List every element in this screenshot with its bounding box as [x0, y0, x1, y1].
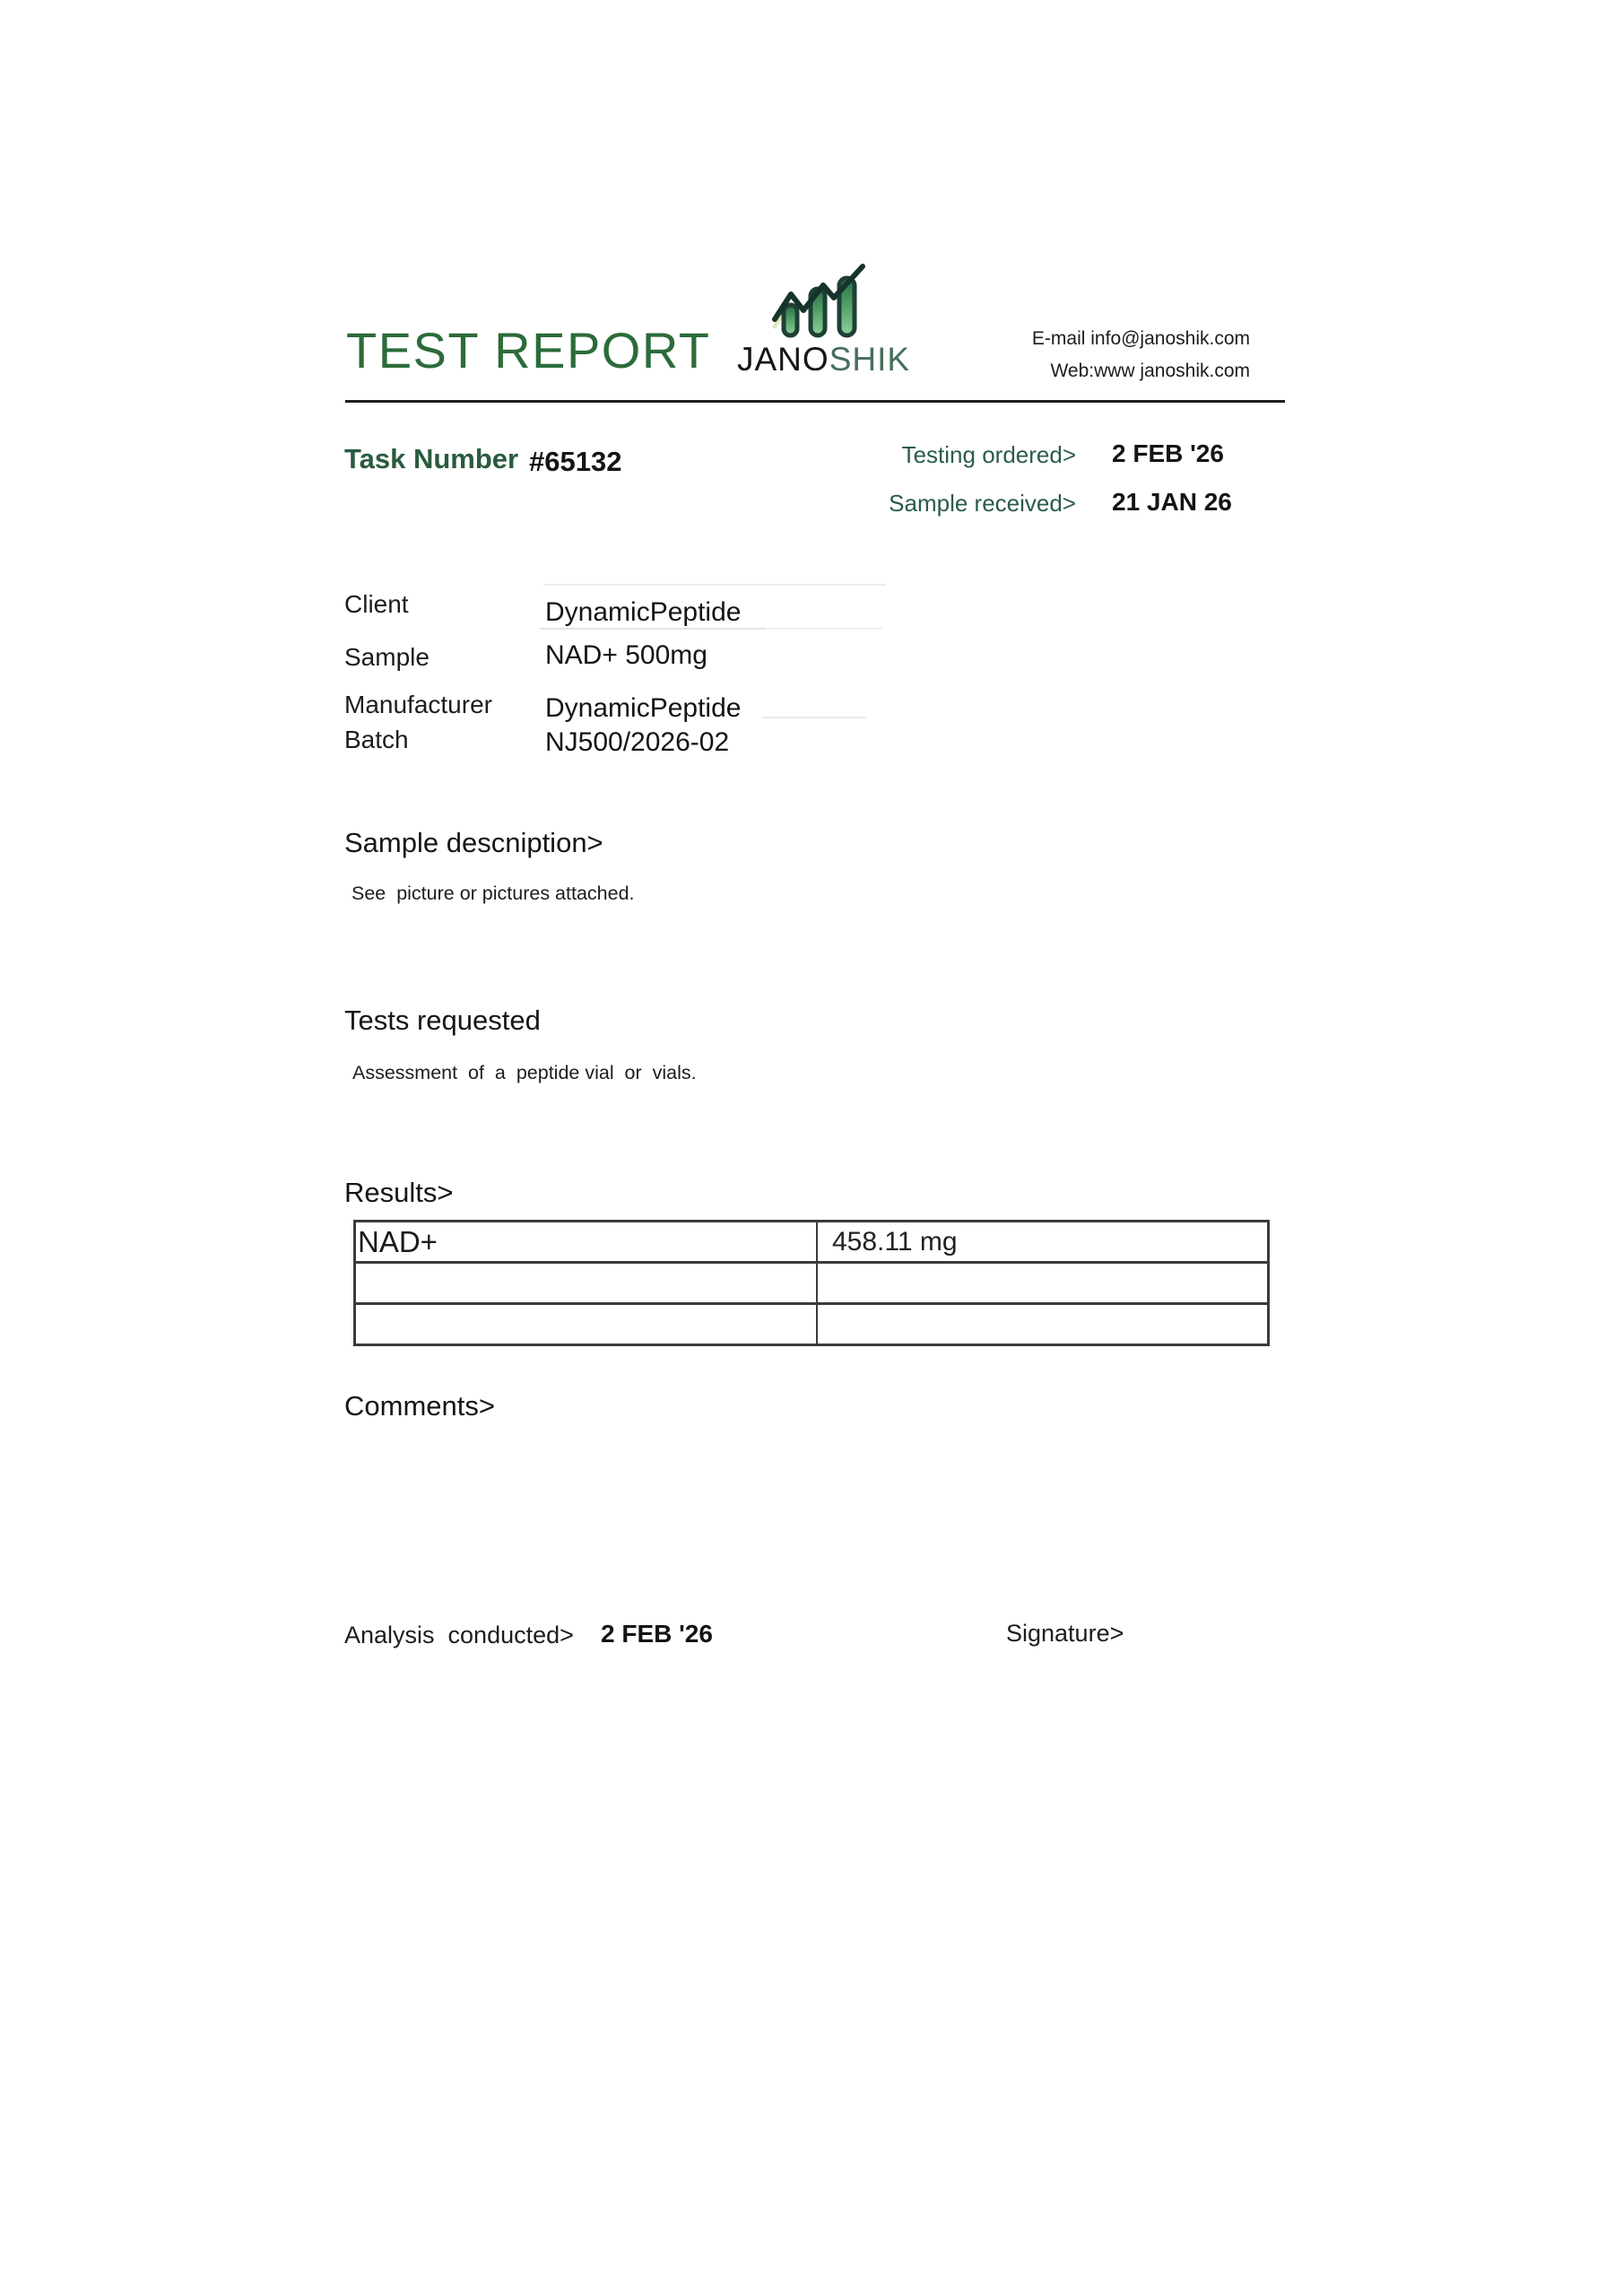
sample-label: Sample — [344, 643, 430, 671]
field-underline — [543, 584, 886, 586]
page-title: TEST REPORT — [346, 322, 711, 378]
sample-value: NAD+ 500mg — [545, 640, 707, 670]
analysis-conducted-value: 2 FEB '26 — [601, 1620, 713, 1648]
task-number-label: Task Number — [344, 443, 519, 474]
results-heading: Results> — [344, 1177, 454, 1208]
testing-ordered-label: Testing ordered> — [901, 441, 1076, 468]
sample-received-label: Sample received> — [889, 490, 1076, 517]
result-analyte-cell — [355, 1263, 818, 1304]
tests-requested-heading: Tests requested — [344, 1004, 541, 1036]
table-row — [355, 1304, 1269, 1345]
contact-web: Web:www janoshik.com — [1050, 361, 1250, 381]
testing-ordered-value: 2 FEB '26 — [1112, 439, 1224, 467]
brand-name-jano: JANO — [737, 341, 829, 378]
brand-name — [737, 341, 910, 378]
manufacturer-label: Manufacturer — [344, 691, 492, 718]
field-underline — [762, 717, 866, 718]
client-label: Client — [344, 590, 409, 618]
field-underline — [766, 628, 882, 630]
bar-chart-growth-icon — [771, 264, 879, 344]
janoshik-logo — [771, 264, 879, 344]
batch-label: Batch — [344, 726, 409, 753]
result-analyte-cell: NAD+ — [355, 1222, 818, 1263]
result-value-cell — [817, 1304, 1269, 1345]
results-table — [353, 1220, 1270, 1346]
tests-requested-text: Assessment of a peptide vial or vials. — [352, 1062, 697, 1083]
task-number-value: #65132 — [529, 446, 622, 477]
sample-description-heading: Sample descniption> — [344, 827, 603, 858]
signature-label: Signature> — [1006, 1620, 1124, 1647]
sample-description-text: See picture or pictures attached. — [352, 883, 635, 904]
table-row — [355, 1263, 1269, 1304]
sample-received-value: 21 JAN 26 — [1112, 488, 1232, 516]
batch-value: NJ500/2026-02 — [545, 727, 730, 757]
header-divider — [345, 400, 1285, 403]
table-row — [355, 1222, 1269, 1263]
brand-name-shik: SHIK — [829, 341, 911, 378]
result-value-cell: 458.11 mg — [817, 1222, 1269, 1263]
client-value: DynamicPeptide — [545, 597, 742, 627]
manufacturer-value: DynamicPeptide — [545, 693, 742, 723]
result-analyte-cell — [355, 1304, 818, 1345]
result-value-cell — [817, 1263, 1269, 1304]
field-underline — [540, 628, 766, 630]
analysis-conducted-label: Analysis conducted> — [344, 1622, 574, 1648]
contact-email: E-mail info@janoshik.com — [1031, 328, 1250, 349]
comments-heading: Comments> — [344, 1390, 495, 1422]
